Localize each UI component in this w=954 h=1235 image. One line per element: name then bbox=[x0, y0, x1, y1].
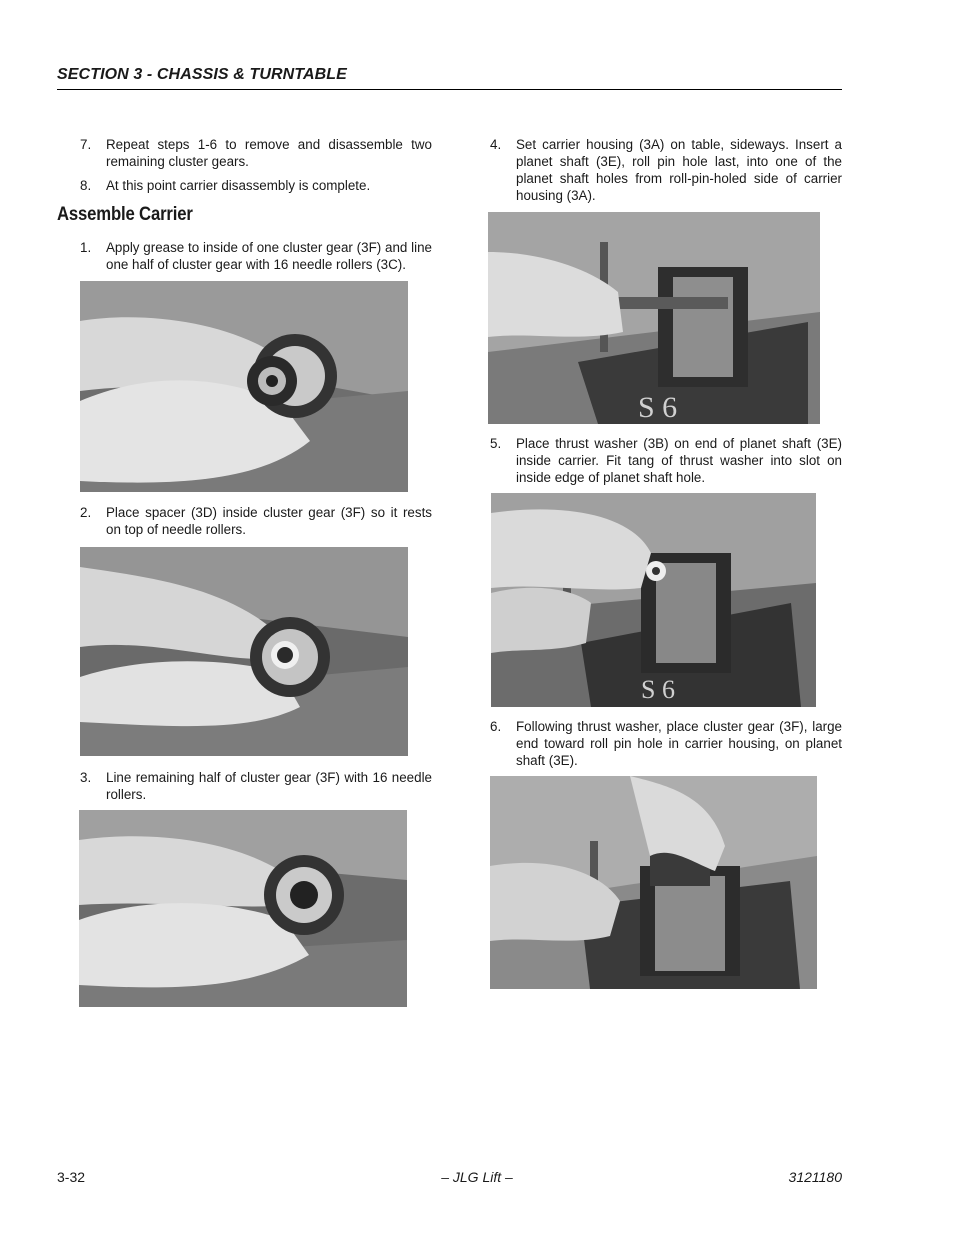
step-number: 7. bbox=[80, 137, 92, 152]
step-text: Following thrust washer, place cluster gear (3F), large end toward roll pin hole in carrier housing, on planet shaft (3E). bbox=[516, 719, 842, 768]
step-5 bbox=[490, 435, 842, 486]
step-number: 3. bbox=[80, 770, 92, 785]
step-text: At this point carrier disassembly is complete. bbox=[106, 178, 371, 193]
footer-publisher: – JLG Lift – bbox=[441, 1169, 513, 1185]
step-3 bbox=[80, 769, 432, 803]
step-text: Set carrier housing (3A) on table, sideways. Insert a planet shaft (3E), roll pin hole last, into one of the planet shaft holes from roll-pin-holed side of carrier housing (3A). bbox=[516, 137, 842, 203]
step-6 bbox=[490, 718, 842, 769]
photo-cluster-gear-on-shaft bbox=[490, 776, 817, 989]
step-number: 2. bbox=[80, 505, 92, 520]
svg-text:S 6: S 6 bbox=[641, 675, 675, 704]
photo-thrust-washer bbox=[491, 493, 816, 707]
page-number: 3-32 bbox=[57, 1169, 86, 1185]
step-text: Repeat steps 1-6 to remove and disassemble two remaining cluster gears. bbox=[106, 137, 432, 169]
header-rule bbox=[57, 89, 842, 90]
photo-cluster-gear-needle-rollers bbox=[80, 281, 408, 492]
step-4 bbox=[490, 136, 842, 204]
step-number: 6. bbox=[490, 719, 502, 734]
section-title: SECTION 3 - CHASSIS & TURNTABLE bbox=[57, 66, 347, 83]
step-number: 8. bbox=[80, 178, 92, 193]
svg-text:S 6: S 6 bbox=[638, 391, 678, 424]
step-8 bbox=[80, 177, 432, 194]
step-number: 4. bbox=[490, 137, 502, 152]
step-text: Place spacer (3D) inside cluster gear (3F) so it rests on top of needle rollers. bbox=[106, 505, 432, 537]
step-number: 5. bbox=[490, 436, 502, 451]
step-text: Line remaining half of cluster gear (3F) with 16 needle rollers. bbox=[106, 770, 432, 802]
step-2 bbox=[80, 504, 432, 538]
step-text: Place thrust washer (3B) on end of planet shaft (3E) inside carrier. Fit tang of thrust washer into slot on inside edge of planet shaft hole. bbox=[516, 436, 842, 485]
step-text: Apply grease to inside of one cluster gear (3F) and line one half of cluster gear with 16 needle rollers (3C). bbox=[106, 240, 432, 272]
assemble-carrier-heading: Assemble Carrier bbox=[57, 204, 193, 225]
photo-spacer-cluster-gear bbox=[80, 547, 408, 756]
photo-remaining-needle-rollers bbox=[79, 810, 407, 1007]
document-number: 3121180 bbox=[788, 1169, 842, 1185]
step-1 bbox=[80, 239, 432, 273]
photo-carrier-housing-planet-shaft bbox=[488, 212, 820, 424]
step-number: 1. bbox=[80, 240, 92, 255]
step-7 bbox=[80, 136, 432, 170]
